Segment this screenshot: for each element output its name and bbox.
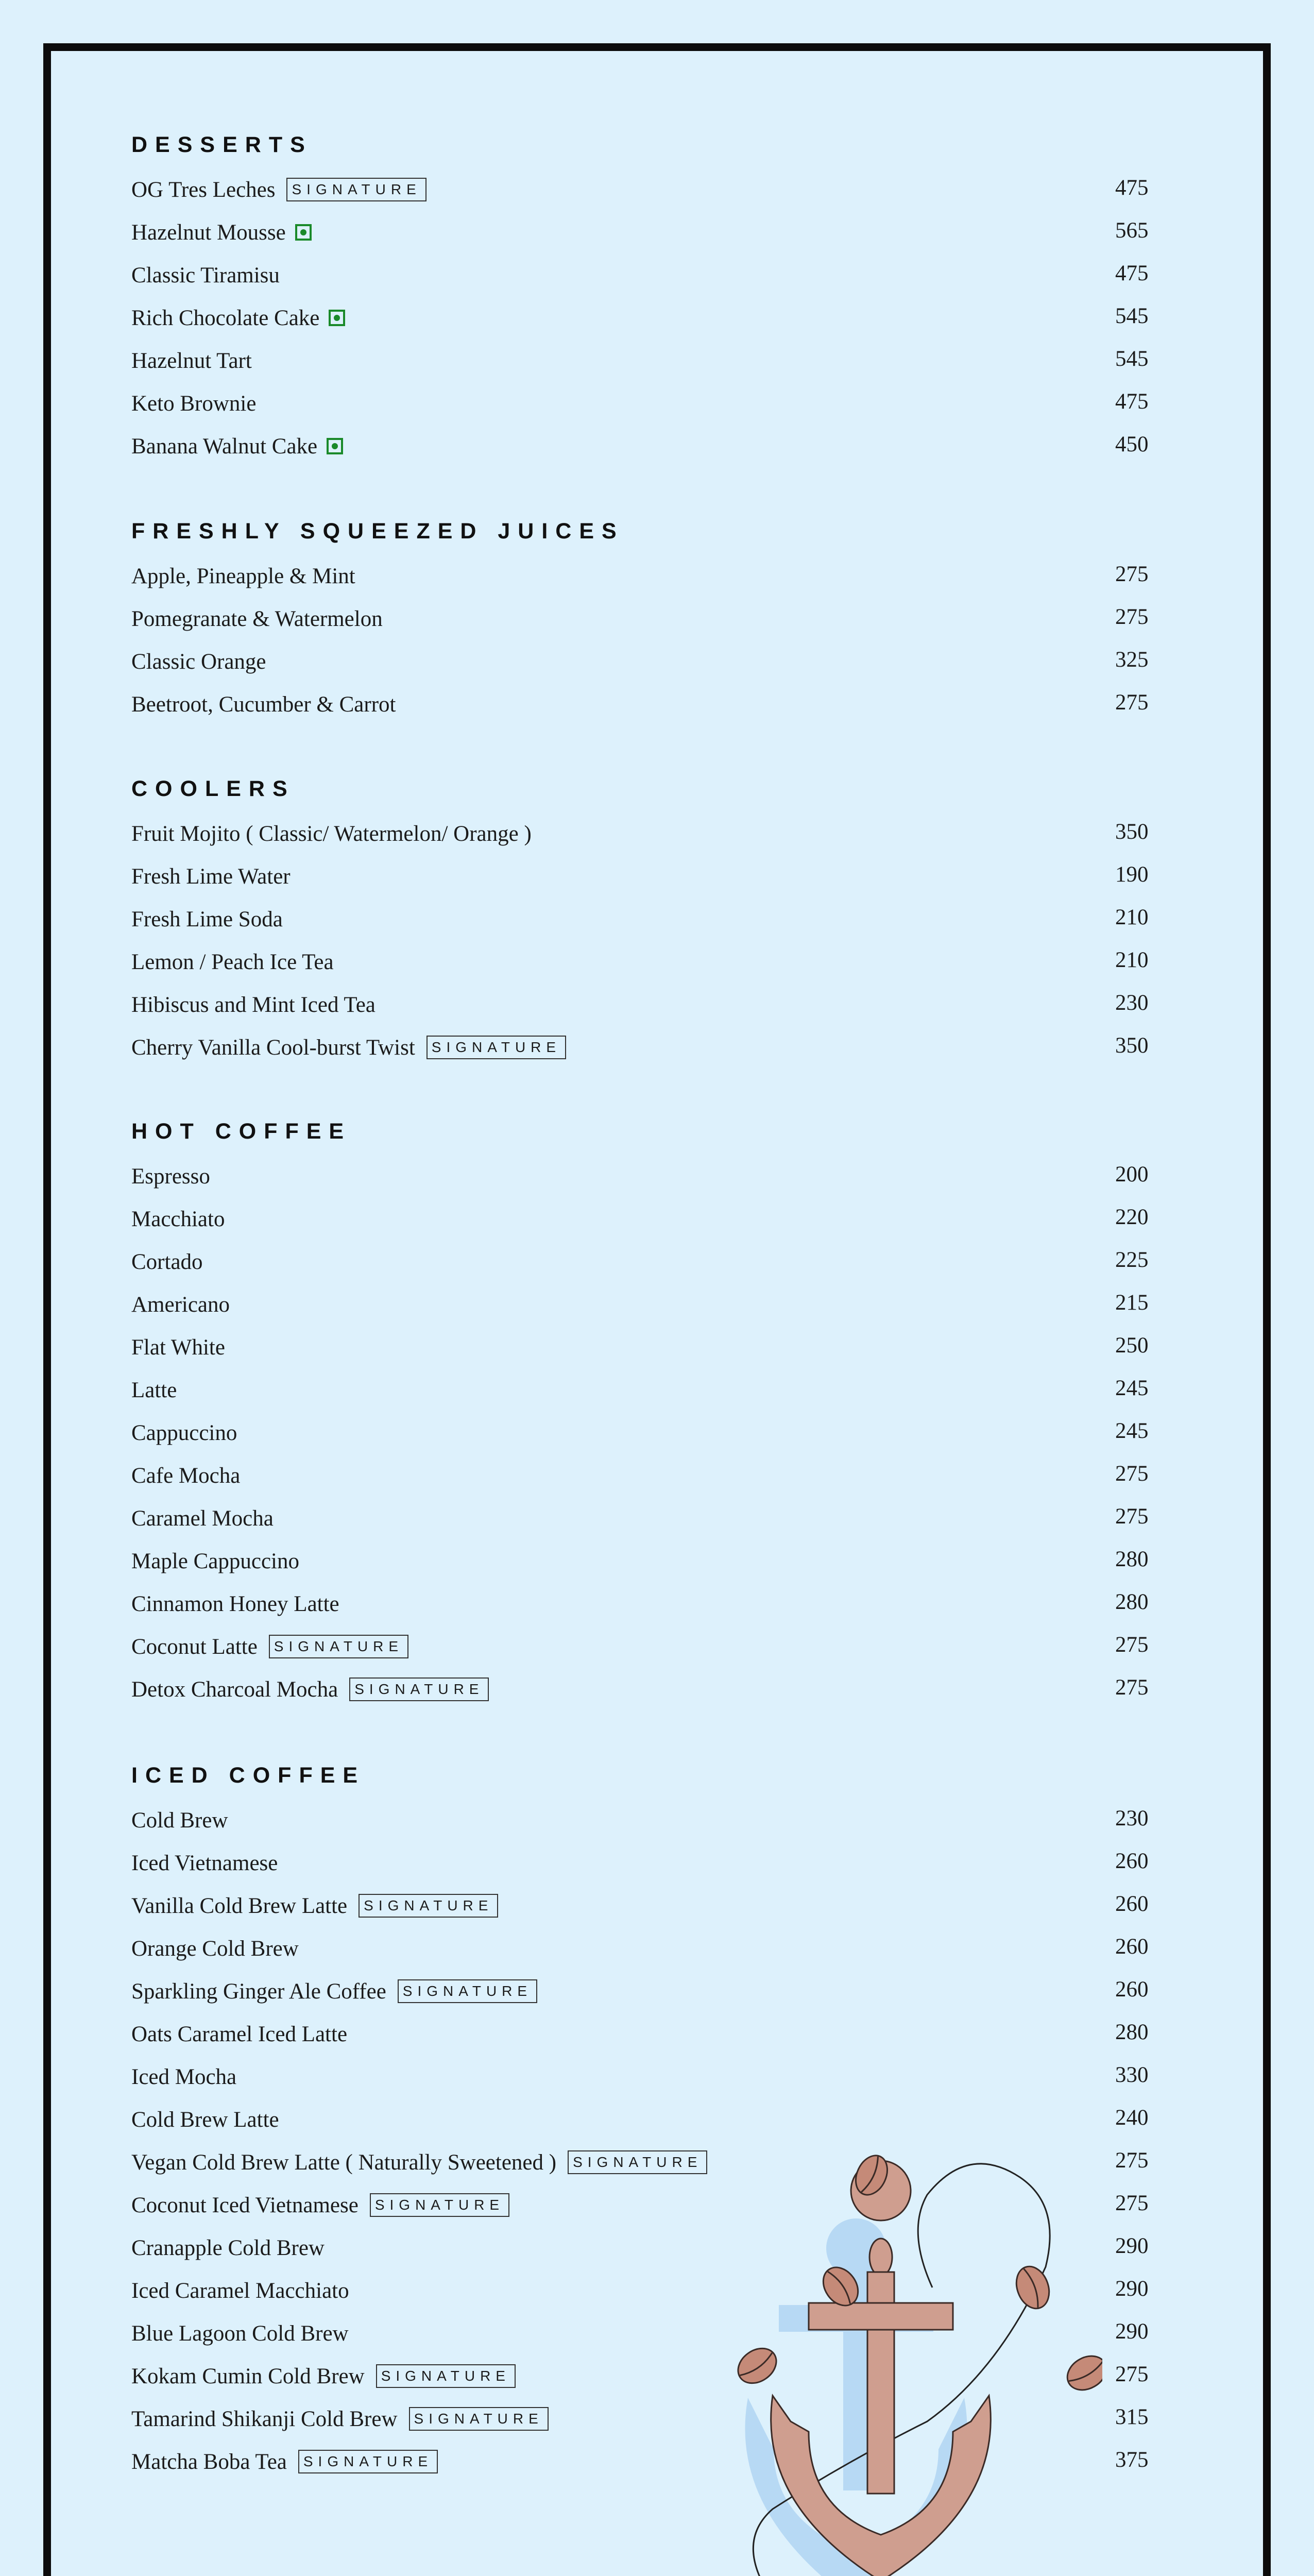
menu-item xyxy=(131,1968,1172,2011)
menu-item xyxy=(131,337,1172,380)
menu-item xyxy=(131,209,1172,252)
coffee-bean-icon xyxy=(731,2154,1102,2397)
item-name: Detox Charcoal Mocha xyxy=(131,1677,338,1702)
menu-item xyxy=(131,1024,1172,1067)
item-name: Cold Brew xyxy=(131,1808,228,1833)
menu-item xyxy=(131,1495,1172,1538)
menu-item xyxy=(131,295,1172,337)
item-price: 350 xyxy=(1115,1033,1149,1058)
item-name: Matcha Boba Tea xyxy=(131,2449,287,2474)
item-price: 190 xyxy=(1115,862,1149,887)
item-price: 230 xyxy=(1115,991,1149,1015)
item-name: Cinnamon Honey Latte xyxy=(131,1591,339,1616)
menu-item xyxy=(131,1623,1172,1666)
item-name: Fresh Lime Soda xyxy=(131,907,283,931)
item-name: Iced Mocha xyxy=(131,2064,237,2089)
item-price: 275 xyxy=(1115,1504,1149,1529)
section-title: FRESHLY SQUEEZED JUICES xyxy=(131,519,624,544)
item-price: 545 xyxy=(1115,347,1149,371)
item-price: 475 xyxy=(1115,261,1149,285)
menu-item xyxy=(131,1410,1172,1452)
item-price: 475 xyxy=(1115,389,1149,414)
item-name: Classic Orange xyxy=(131,649,266,674)
item-name: Espresso xyxy=(131,1164,210,1189)
item-price: 475 xyxy=(1115,176,1149,200)
menu-item xyxy=(131,896,1172,939)
menu-item xyxy=(131,2096,1172,2139)
menu-item xyxy=(131,810,1172,853)
rope-line xyxy=(753,2164,1050,2576)
item-name: Classic Tiramisu xyxy=(131,263,280,287)
menu-item xyxy=(131,1925,1172,1968)
item-price: 245 xyxy=(1115,1376,1149,1400)
section-desserts xyxy=(131,124,1172,466)
section-coolers xyxy=(131,768,1172,1067)
item-price: 275 xyxy=(1115,605,1149,629)
item-price: 250 xyxy=(1115,1333,1149,1358)
menu-item xyxy=(131,1581,1172,1623)
menu-item xyxy=(131,981,1172,1024)
signature-badge: SIGNATURE xyxy=(426,1036,566,1059)
veg-mark-icon xyxy=(327,438,343,454)
signature-badge: SIGNATURE xyxy=(269,1635,408,1658)
item-price: 290 xyxy=(1115,2319,1149,2344)
item-name: Beetroot, Cucumber & Carrot xyxy=(131,692,396,717)
menu-item xyxy=(131,939,1172,981)
menu-item xyxy=(131,853,1172,896)
section-title: COOLERS xyxy=(131,776,295,801)
menu-item xyxy=(131,596,1172,638)
item-name: Apple, Pineapple & Mint xyxy=(131,564,355,588)
anchor-icon xyxy=(771,2161,991,2576)
item-name: Tamarind Shikanji Cold Brew xyxy=(131,2406,398,2431)
item-name: Cranapple Cold Brew xyxy=(131,2235,325,2260)
menu-item xyxy=(131,1239,1172,1281)
item-name: OG Tres Leches xyxy=(131,177,276,202)
section-title: ICED COFFEE xyxy=(131,1763,366,1788)
item-price: 200 xyxy=(1115,1162,1149,1187)
item-price: 260 xyxy=(1115,1935,1149,1959)
item-name: Orange Cold Brew xyxy=(131,1936,299,1961)
menu-item xyxy=(131,1538,1172,1581)
signature-badge: SIGNATURE xyxy=(398,1979,537,2003)
item-name: Lemon / Peach Ice Tea xyxy=(131,950,334,974)
menu-item xyxy=(131,252,1172,295)
item-name: Macchiato xyxy=(131,1207,225,1231)
item-price: 290 xyxy=(1115,2234,1149,2258)
item-name: Vanilla Cold Brew Latte xyxy=(131,1893,348,1918)
item-price: 225 xyxy=(1115,1248,1149,1272)
section-freshly-squeezed-juices xyxy=(131,510,1172,724)
item-name: Cappuccino xyxy=(131,1420,237,1445)
menu-item xyxy=(131,380,1172,423)
item-price: 290 xyxy=(1115,2277,1149,2301)
item-name: Flat White xyxy=(131,1335,225,1360)
item-name: Fresh Lime Water xyxy=(131,864,291,889)
item-name: Hibiscus and Mint Iced Tea xyxy=(131,992,376,1017)
item-name: Cafe Mocha xyxy=(131,1463,241,1488)
veg-mark-icon xyxy=(295,224,312,241)
signature-badge: SIGNATURE xyxy=(286,178,426,201)
item-name: Keto Brownie xyxy=(131,391,257,416)
menu-item xyxy=(131,681,1172,724)
item-price: 245 xyxy=(1115,1419,1149,1443)
item-name: Iced Caramel Macchiato xyxy=(131,2278,349,2303)
item-price: 260 xyxy=(1115,1892,1149,1916)
menu-item xyxy=(131,2054,1172,2096)
item-name: Cherry Vanilla Cool-burst Twist xyxy=(131,1035,415,1060)
item-price: 280 xyxy=(1115,2020,1149,2044)
item-price: 565 xyxy=(1115,218,1149,243)
menu-item xyxy=(131,1452,1172,1495)
anchor-illustration xyxy=(711,2154,1102,2576)
item-price: 210 xyxy=(1115,905,1149,929)
item-price: 260 xyxy=(1115,1849,1149,1873)
item-price: 260 xyxy=(1115,1977,1149,2002)
item-price: 280 xyxy=(1115,1547,1149,1571)
item-price: 375 xyxy=(1115,2448,1149,2472)
item-price: 315 xyxy=(1115,2405,1149,2429)
item-price: 215 xyxy=(1115,1291,1149,1315)
item-name: Caramel Mocha xyxy=(131,1506,274,1531)
item-price: 275 xyxy=(1115,1633,1149,1657)
item-name: Vegan Cold Brew Latte ( Naturally Sweetened ) xyxy=(131,2150,557,2175)
item-price: 330 xyxy=(1115,2063,1149,2087)
item-name: Iced Vietnamese xyxy=(131,1851,278,1875)
menu-item xyxy=(131,1666,1172,1709)
menu-item xyxy=(131,1840,1172,1883)
veg-mark-icon xyxy=(329,310,345,326)
menu-item xyxy=(131,1281,1172,1324)
item-price: 280 xyxy=(1115,1590,1149,1614)
menu-item xyxy=(131,1797,1172,1840)
item-price: 275 xyxy=(1115,2148,1149,2173)
item-name: Americano xyxy=(131,1292,230,1317)
item-name: Hazelnut Tart xyxy=(131,348,252,373)
item-name: Rich Chocolate Cake xyxy=(131,306,320,330)
signature-badge: SIGNATURE xyxy=(409,2407,549,2431)
item-name: Blue Lagoon Cold Brew xyxy=(131,2321,349,2346)
item-price: 350 xyxy=(1115,820,1149,844)
item-name: Latte xyxy=(131,1378,177,1402)
item-price: 275 xyxy=(1115,2362,1149,2386)
section-hot-coffee xyxy=(131,1110,1172,1709)
item-name: Banana Walnut Cake xyxy=(131,434,318,459)
item-name: Maple Cappuccino xyxy=(131,1549,299,1573)
section-title: DESSERTS xyxy=(131,132,313,157)
item-name: Oats Caramel Iced Latte xyxy=(131,2022,348,2046)
item-price: 545 xyxy=(1115,304,1149,328)
item-price: 275 xyxy=(1115,1462,1149,1486)
item-name: Coconut Iced Vietnamese xyxy=(131,2193,359,2217)
signature-badge: SIGNATURE xyxy=(349,1677,489,1701)
menu-item xyxy=(131,2011,1172,2054)
menu-item xyxy=(131,166,1172,209)
signature-badge: SIGNATURE xyxy=(376,2364,516,2388)
menu-item xyxy=(131,1153,1172,1196)
item-name: Sparkling Ginger Ale Coffee xyxy=(131,1979,386,2004)
signature-badge: SIGNATURE xyxy=(370,2193,509,2217)
section-title: HOT COFFEE xyxy=(131,1119,352,1144)
menu-item xyxy=(131,423,1172,466)
menu-item xyxy=(131,553,1172,596)
item-price: 325 xyxy=(1115,648,1149,672)
item-price: 210 xyxy=(1115,948,1149,972)
item-name: Fruit Mojito ( Classic/ Watermelon/ Orange ) xyxy=(131,821,532,846)
item-name: Cold Brew Latte xyxy=(131,2107,279,2132)
menu-item xyxy=(131,638,1172,681)
signature-badge: SIGNATURE xyxy=(298,2450,438,2473)
item-price: 240 xyxy=(1115,2106,1149,2130)
menu-item xyxy=(131,1324,1172,1367)
item-name: Cortado xyxy=(131,1249,203,1274)
item-price: 275 xyxy=(1115,562,1149,586)
item-name: Coconut Latte xyxy=(131,1634,258,1659)
item-price: 275 xyxy=(1115,1675,1149,1700)
item-price: 220 xyxy=(1115,1205,1149,1229)
menu-item xyxy=(131,1196,1172,1239)
menu-item xyxy=(131,1883,1172,1925)
item-name: Hazelnut Mousse xyxy=(131,220,286,245)
item-name: Pomegranate & Watermelon xyxy=(131,606,383,631)
signature-badge: SIGNATURE xyxy=(568,2150,707,2174)
signature-badge: SIGNATURE xyxy=(359,1894,498,1918)
item-name: Kokam Cumin Cold Brew xyxy=(131,2364,365,2388)
item-price: 230 xyxy=(1115,1806,1149,1831)
item-price: 275 xyxy=(1115,2191,1149,2215)
item-price: 275 xyxy=(1115,690,1149,715)
menu-item xyxy=(131,1367,1172,1410)
item-price: 450 xyxy=(1115,432,1149,456)
